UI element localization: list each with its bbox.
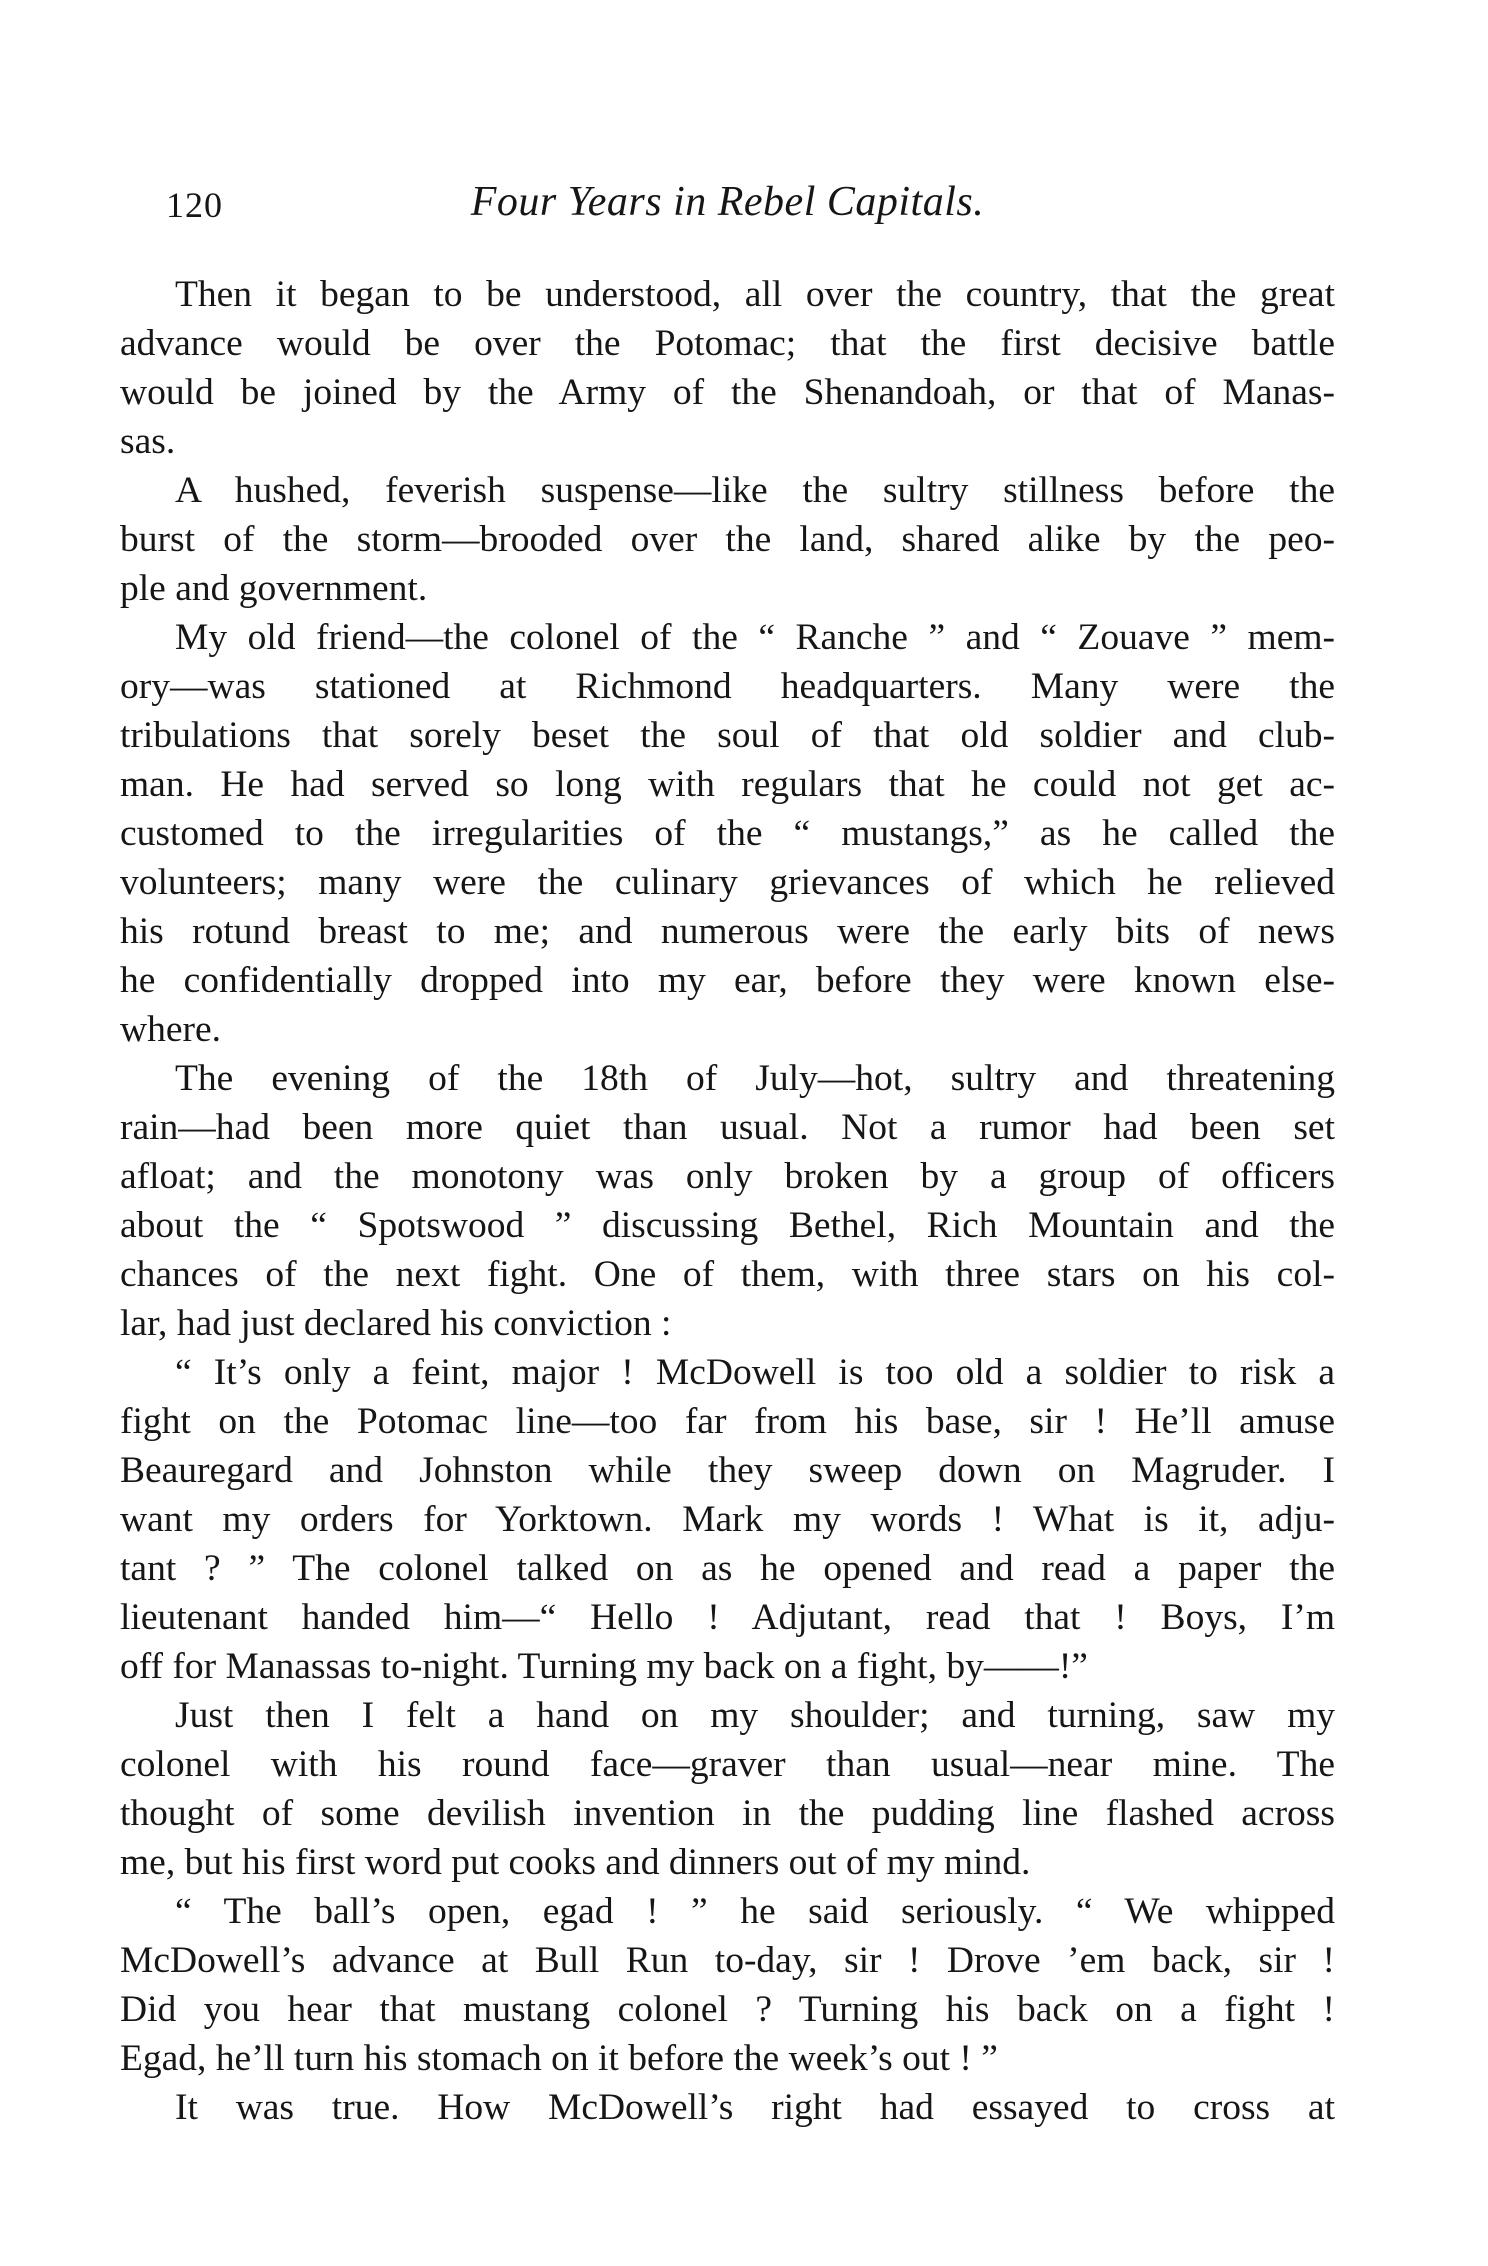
text-line: off for Manassas to-night. Turning my back on a fight, by——!” [120, 1646, 1088, 1687]
text-line: tant ? ” The colonel talked on as he opened and read a paper the [120, 1548, 1335, 1589]
text-line: advance would be over the Potomac; that the first decisive battle [120, 323, 1335, 364]
text-line: chances of the next fight. One of them, with three stars on his col- [120, 1254, 1335, 1295]
text-line: Just then I felt a hand on my shoulder; and turning, saw my [175, 1695, 1335, 1736]
text-line: fight on the Potomac line—too far from his base, sir ! He’ll amuse [120, 1401, 1335, 1442]
text-line: It was true. How McDowell’s right had essayed to cross at [175, 2087, 1335, 2128]
text-line: man. He had served so long with regulars that he could not get ac- [120, 764, 1335, 805]
text-line: The evening of the 18th of July—hot, sultry and threatening [175, 1058, 1335, 1099]
text-line: “ It’s only a feint, major ! McDowell is too old a soldier to risk a [175, 1352, 1335, 1393]
text-line: would be joined by the Army of the Shenandoah, or that of Manas- [120, 372, 1335, 413]
text-line: Then it began to be understood, all over the country, that the great [175, 274, 1335, 315]
text-line: customed to the irregularities of the “ mustangs,” as he called the [120, 813, 1335, 854]
text-line: Did you hear that mustang colonel ? Turning his back on a fight ! [120, 1989, 1335, 2030]
text-line: Egad, he’ll turn his stomach on it before the week’s out ! ” [120, 2038, 998, 2079]
text-line: ple and government. [120, 568, 428, 609]
text-line: rain—had been more quiet than usual. Not a rumor had been set [120, 1107, 1335, 1148]
running-head [120, 178, 1335, 234]
page-number: 120 [166, 185, 223, 225]
text-line: where. [120, 1009, 221, 1050]
body-text [120, 270, 1335, 2132]
text-line: My old friend—the colonel of the “ Ranche ” and “ Zouave ” mem- [175, 617, 1335, 658]
text-line: his rotund breast to me; and numerous were the early bits of news [120, 911, 1335, 952]
text-line: me, but his first word put cooks and dinners out of my mind. [120, 1842, 1031, 1883]
text-line: burst of the storm—brooded over the land, shared alike by the peo- [120, 519, 1335, 560]
text-line: lieutenant handed him—“ Hello ! Adjutant, read that ! Boys, I’m [120, 1597, 1335, 1638]
text-line: lar, had just declared his conviction : [120, 1303, 672, 1344]
text-line: “ The ball’s open, egad ! ” he said seriously. “ We whipped [175, 1891, 1335, 1932]
text-line: afloat; and the monotony was only broken by a group of officers [120, 1156, 1335, 1197]
text-line: tribulations that sorely beset the soul of that old soldier and club- [120, 715, 1335, 756]
text-line: volunteers; many were the culinary grievances of which he relieved [120, 862, 1335, 903]
text-line: thought of some devilish invention in the pudding line flashed across [120, 1793, 1335, 1834]
text-line: about the “ Spotswood ” discussing Bethel, Rich Mountain and the [120, 1205, 1335, 1246]
text-line: colonel with his round face—graver than usual—near mine. The [120, 1744, 1335, 1785]
text-line: A hushed, feverish suspense—like the sultry stillness before the [175, 470, 1335, 511]
running-title: Four Years in Rebel Capitals. [470, 179, 985, 225]
text-line: Beauregard and Johnston while they sweep down on Magruder. I [120, 1450, 1335, 1491]
text-line: McDowell’s advance at Bull Run to-day, sir ! Drove ’em back, sir ! [120, 1940, 1335, 1981]
text-line: sas. [120, 421, 176, 462]
text-line: ory—was stationed at Richmond headquarters. Many were the [120, 666, 1335, 707]
text-line: he confidentially dropped into my ear, before they were known else- [120, 960, 1335, 1001]
text-line: want my orders for Yorktown. Mark my words ! What is it, adju- [120, 1499, 1335, 1540]
